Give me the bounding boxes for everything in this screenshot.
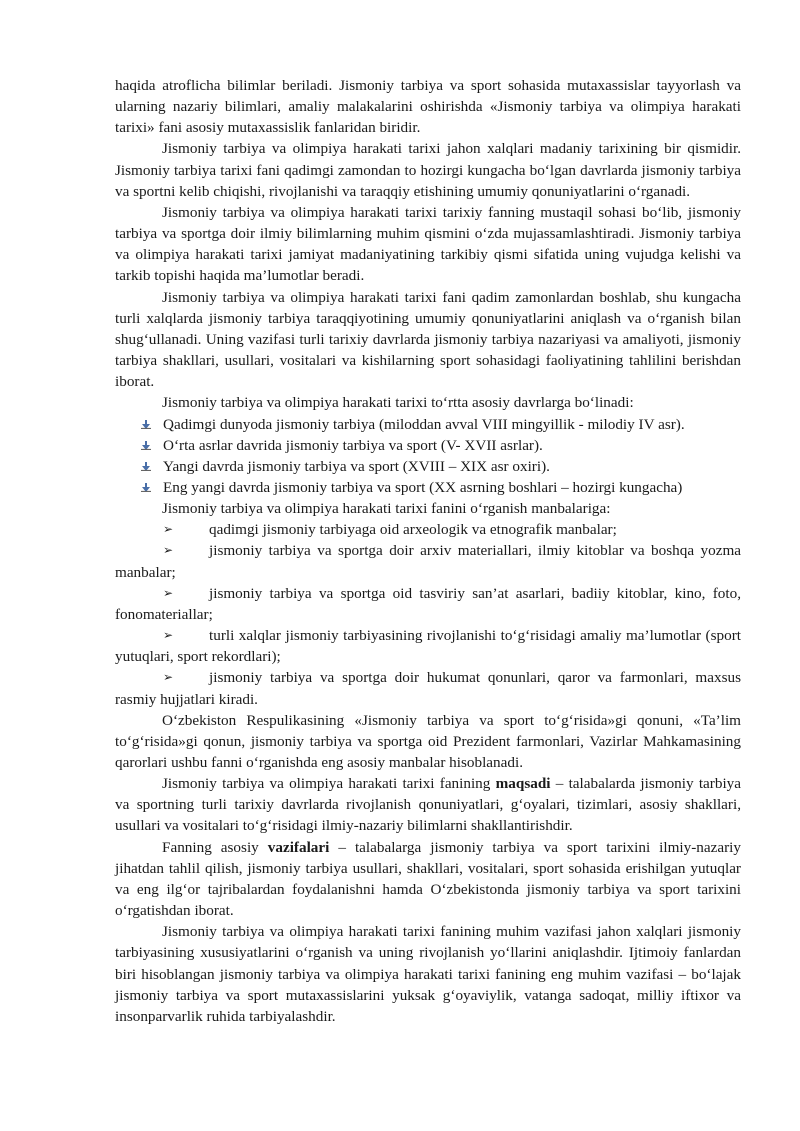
paragraph: Jismoniy tarbiya va olimpiya harakati tarixi fanining muhim vazifasi jahon xalqlari jismoniy tarbiyasining xususiyatlarini o‘rganish va uning rivojlanish yo‘llarini aniqlashdir. Ijtimoiy fanlardan biri hisoblangan jismoniy tarbiya va olimpiya harakati tarixi fanining eng muhim vazifasi – bo‘lajak jismoniy tarbiya va sport mutaxassislarini yuksak g‘oyaviylik, vatanga sadoqat, milliy iftixor va insonparvarlik ruhida tarbiyalashdir. [115,923,741,1025]
list-item-text: Yangi davrda jismoniy tarbiya va sport (XVIII – XIX asr oxiri). [163,457,550,475]
list-item-text: qadimgi jismoniy tarbiyaga oid arxeologik va etnografik manbalar; [209,521,617,539]
arrowhead-bullet-icon: ➢ [163,585,174,600]
paragraph [115,773,741,836]
arrowhead-bullet-icon: ➢ [163,543,174,558]
list-item [115,540,741,582]
paragraph: Jismoniy tarbiya va olimpiya harakati tarixi fanini o‘rganish manbalariga: [162,500,611,518]
sources-list [115,519,741,709]
arrowhead-bullet-icon: ➢ [163,670,174,685]
list-item-text: O‘rta asrlar davrida jismoniy tarbiya va sport (V- XVII asrlar). [163,436,543,454]
text-run: Jismoniy tarbiya va olimpiya harakati tarixi fanining [162,775,496,793]
text-run: Fanning asosiy [162,838,268,856]
list-item [115,667,741,709]
down-arrow-bullet-icon [141,483,151,492]
list-item-text: jismoniy tarbiya va sportga doir hukumat qonunlari, qaror va farmonlari, maxsus rasmiy hujjatlari kiradi. [115,669,741,708]
list-item [115,414,741,435]
arrowhead-bullet-icon: ➢ [163,522,174,537]
list-item-text: Qadimgi dunyoda jismoniy tarbiya (miloddan avval VIII mingyillik - milodiy IV asr). [163,415,685,433]
list-item-text: Eng yangi davrda jismoniy tarbiya va sport (XX asrning boshlari – hozirgi kungacha) [163,478,683,496]
document-page [115,75,741,1027]
list-item [115,435,741,456]
down-arrow-bullet-icon [141,420,151,429]
paragraph: O‘zbekiston Respulikasining «Jismoniy tarbiya va sport to‘g‘risida»gi qonuni, «Ta’lim to‘g‘risida»gi qonun, jismoniy tarbiya va sportga oid Prezident farmonlari, Vazirlar Mahkamasining qarorlari ushbu fanni o‘rganishda eng asosiy manbalar hisoblanadi. [115,711,741,771]
arrowhead-bullet-icon: ➢ [163,628,174,643]
paragraph [115,837,741,922]
paragraph: haqida atroflicha bilimlar beriladi. Jismoniy tarbiya va sport sohasida mutaxassislar tayyorlash va ularning nazariy bilimlari, amaliy malakalarini oshirishda «Jismoniy tarbiya va olimpiya harakati tarixi» fani asosiy mutaxassislik fanlaridan biridir. [115,77,741,137]
paragraph: Jismoniy tarbiya va olimpiya harakati tarixi tarixiy fanning mustaqil sohasi bo‘lib, jismoniy tarbiya va sportga doir ilmiy bilimlarning muhim qismini o‘zda mujassamlashtiradi. Jismoniy tarbiya va olimpiya harakati tarixi jamiyat madaniyatining tarkibiy qismi sifatida uning vujudga kelishi va tarkib topishi haqida ma’lumotlar beradi. [115,203,741,285]
paragraph: Jismoniy tarbiya va olimpiya harakati tarixi to‘rtta asosiy davrlarga bo‘linadi: [162,394,634,412]
list-item [115,477,741,498]
paragraph: Jismoniy tarbiya va olimpiya harakati tarixi fani qadim zamonlardan boshlab, shu kungacha turli xalqlarda jismoniy tarbiya taraqqiyotining umumiy qonuniyatlarini aniqlash va o‘rganish bilan shug‘ullanadi. Uning vazifasi turli tarixiy davrlarda jismoniy tarbiya nazariyasi va amaliyoti, jismoniy tarbiya shakllari, usullari, vositalari va kishilarning sport sohasidagi faoliyatining tahlilini berishdan iborat. [115,288,741,391]
list-item [115,519,741,540]
down-arrow-bullet-icon [141,441,151,450]
text-run: – talabalarda jismoniy tarbiya va sportning turli tarixiy davrlarda rivojlanish qonuniyatlari, g‘oyalari, tizimlari, asosiy shakllari, usullari va vositalari to‘g‘risidagi ilmiy-nazariy bilimlarni shakllantirishdir. [115,775,741,835]
list-item-text: jismoniy tarbiya va sportga oid tasviriy san’at asarlari, badiiy kitoblar, kino, foto, fonomateriallar; [115,584,741,623]
list-item-text: turli xalqlar jismoniy tarbiyasining rivojlanishi to‘g‘risidagi amaliy ma’lumotlar (sport yutuqlari, sport rekordlari); [115,627,741,666]
bold-term: vazifalari [267,838,330,856]
text-run: – talabalarga jismoniy tarbiya va sport tarixini ilmiy-nazariy jihatdan tahlil qilish, jismoniy tarbiya usullari, shakllari, vositalari, sport sohasida erishilgan yutuqlar va eng ilg‘or tajribalardan foydalanishni hamda O‘zbekistonda jismoniy tarbiya va sport tarixini o‘rgatishdan iborat. [115,838,741,920]
list-item [115,625,741,667]
bold-term: maqsadi [495,775,551,793]
periods-list [115,414,741,499]
down-arrow-bullet-icon [141,462,151,471]
list-item [115,456,741,477]
list-item-text: jismoniy tarbiya va sportga doir arxiv materiallari, ilmiy kitoblar va boshqa yozma manbalar; [115,542,741,581]
list-item [115,583,741,625]
paragraph: Jismoniy tarbiya va olimpiya harakati tarixi jahon xalqlari madaniy tarixining bir qismidir. Jismoniy tarbiya tarixi fani qadimgi zamondan to hozirgi kungacha bo‘lgan davrlarda jismoniy tarbiya va sportni kelib chiqishi, rivojlanishi va taraqqiy etishining umumiy qonuniyatlarini o‘rganadi. [115,140,741,200]
